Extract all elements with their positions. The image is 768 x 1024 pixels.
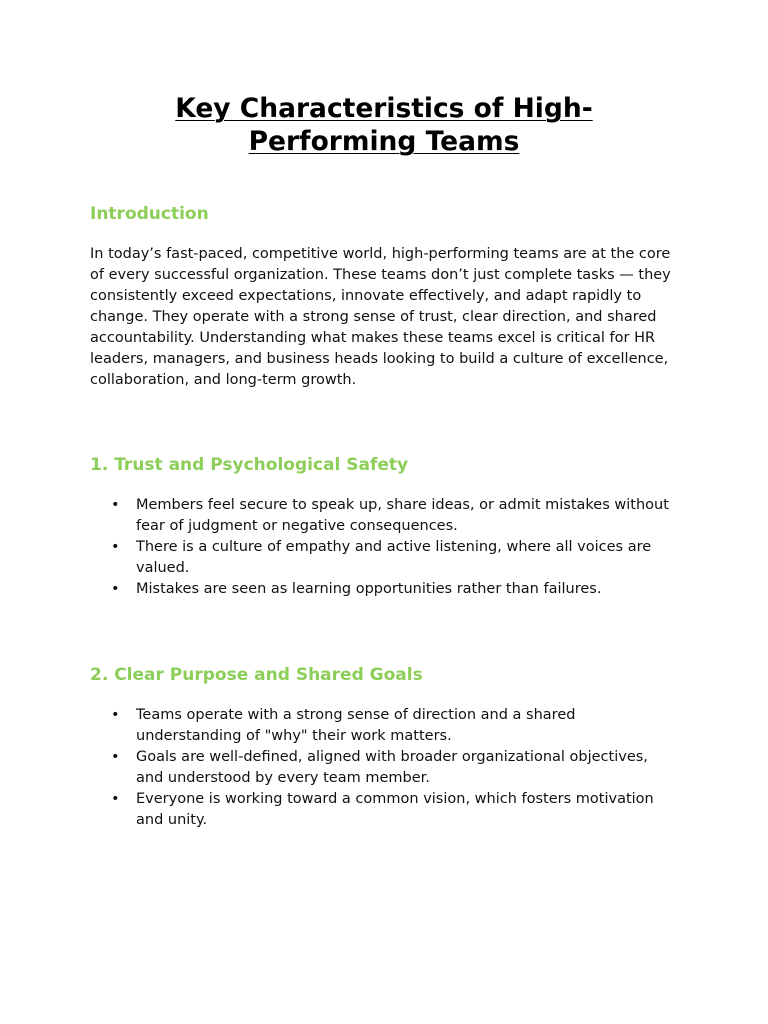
list-item-text: Mistakes are seen as learning opportunities rather than failures. [136,581,602,597]
introduction-heading: Introduction [90,204,209,224]
list-item [90,747,678,789]
section-2-heading: 2. Clear Purpose and Shared Goals [90,665,423,685]
introduction-paragraph: In today’s fast-paced, competitive world, high-performing teams are at the core of every successful organization. These teams don’t just complete tasks — they consistently exceed expectations, innovate effectively, and adapt rapidly to change. They operate with a strong sense of trust, clear direction, and shared accountability. Understanding what makes these teams excel is critical for HR leaders, managers, and business heads looking to build a culture of excellence, collaboration, and long-term growth. [90,246,671,388]
list-item [90,705,678,747]
list-item-text: Everyone is working toward a common vision, which fosters motivation and unity. [136,791,654,828]
section-1-heading: 1. Trust and Psychological Safety [90,455,409,475]
list-item [90,579,678,600]
list-item [90,789,678,831]
bullet-icon: • [111,497,120,513]
list-item-text: Goals are well-defined, aligned with broader organizational objectives, and understood by every team member. [136,749,648,786]
list-item [90,537,678,579]
section-2-bullet-list [90,705,678,831]
bullet-icon: • [111,581,120,597]
bullet-icon: • [111,707,120,723]
list-item-text: There is a culture of empathy and active listening, where all voices are valued. [136,539,652,576]
list-item-text: Teams operate with a strong sense of direction and a shared understanding of "why" their work matters. [136,707,576,744]
list-item-text: Members feel secure to speak up, share ideas, or admit mistakes without fear of judgment or negative consequences. [136,497,669,534]
bullet-icon: • [111,791,120,807]
document-title: Key Characteristics of High- Performing Teams [175,93,593,157]
bullet-icon: • [111,749,120,765]
bullet-icon: • [111,539,120,555]
list-item [90,495,678,537]
section-1-bullet-list [90,495,678,600]
